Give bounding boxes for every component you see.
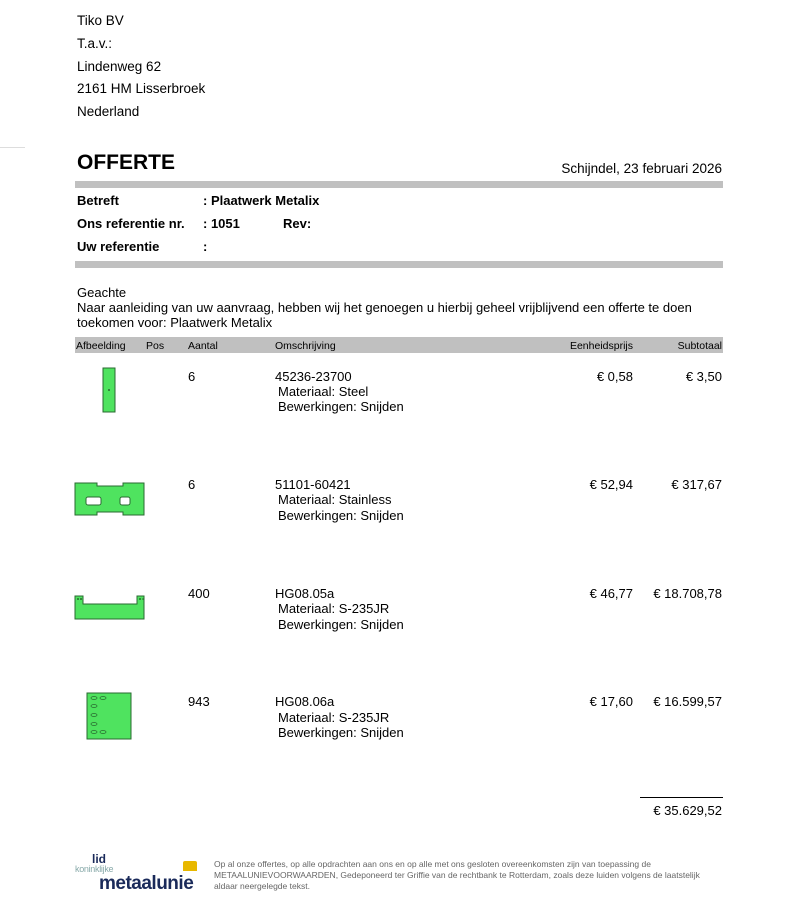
col-qty: Aantal	[188, 340, 218, 352]
col-sub: Subtotaal	[677, 340, 722, 352]
col-pos: Pos	[146, 340, 165, 352]
place-date: Schijndel, 23 februari 2026	[561, 161, 722, 176]
address-company: Tiko BV	[77, 13, 124, 28]
crown-icon	[183, 861, 197, 871]
address-attn: T.a.v.:	[77, 36, 113, 51]
fold-mark	[0, 147, 25, 148]
col-unit: Eenheidsprijs	[569, 340, 633, 352]
material: Materiaal: Stainless	[278, 492, 392, 507]
part-image-1	[100, 366, 118, 414]
address-city: 2161 HM Lisserbroek	[77, 81, 206, 96]
betreft-value: : Plaatwerk Metalix	[203, 193, 320, 208]
divider	[75, 261, 723, 268]
operations: Bewerkingen: Snijden	[278, 725, 404, 740]
material: Materiaal: S-235JR	[278, 710, 390, 725]
operations: Bewerkingen: Snijden	[278, 617, 404, 632]
part-code: HG08.06a	[275, 694, 335, 709]
unit-price: € 46,77	[589, 586, 633, 601]
subtotal: € 16.599,57	[653, 694, 722, 709]
qty: 6	[188, 477, 196, 492]
part-code: 45236-23700	[275, 369, 352, 384]
rev-label: Rev:	[283, 216, 312, 231]
qty: 6	[188, 369, 196, 384]
betreft-label: Betreft	[77, 193, 119, 208]
part-image-4	[86, 691, 134, 741]
address-street: Lindenweg 62	[77, 59, 162, 74]
operations: Bewerkingen: Snijden	[278, 399, 404, 414]
grand-total: € 35.629,52	[653, 803, 722, 818]
total-line	[640, 797, 723, 798]
col-desc: Omschrijving	[275, 340, 336, 352]
ref-value: : 1051	[203, 216, 240, 231]
material: Materiaal: Steel	[278, 384, 369, 399]
part-code: 51101-60421	[275, 477, 351, 492]
col-image: Afbeelding	[76, 340, 126, 352]
uw-ref-label: Uw referentie	[77, 239, 160, 254]
unit-price: € 17,60	[589, 694, 633, 709]
subtotal: € 3,50	[685, 369, 722, 384]
material: Materiaal: S-235JR	[278, 601, 390, 616]
unit-price: € 52,94	[589, 477, 633, 492]
subtotal: € 317,67	[671, 477, 722, 492]
qty: 943	[188, 694, 210, 709]
divider	[75, 181, 723, 188]
part-code: HG08.05a	[275, 586, 335, 601]
metaalunie-logo: lid koninklijke metaalunie	[75, 852, 210, 897]
qty: 400	[188, 586, 210, 601]
doc-title: OFFERTE	[77, 151, 175, 174]
part-image-3	[73, 594, 147, 621]
intro-text: Naar aanleiding van uw aanvraag, hebben wij het genoegen u hierbij geheel vrijblijvend een offerte te doen toekomen voor: Plaatwerk Metalix	[77, 300, 692, 330]
uw-ref-value: :	[203, 239, 208, 254]
part-image-2	[73, 480, 147, 518]
subtotal: € 18.708,78	[653, 586, 722, 601]
ref-label: Ons referentie nr.	[77, 216, 185, 231]
address-country: Nederland	[77, 104, 140, 119]
greeting: Geachte	[77, 285, 127, 300]
operations: Bewerkingen: Snijden	[278, 508, 404, 523]
footer-terms: Op al onze offertes, op alle opdrachten aan ons en op alle met ons gesloten overeenkomsten zijn van toepassing de METAALUNIEVOORWAARDEN, Gedeponeerd ter Griffie van de rechtbank te Rotterdam, zoals deze luiden volgens de laatstelijk aldaar neergelegde tekst.	[214, 859, 700, 891]
unit-price: € 0,58	[596, 369, 633, 384]
